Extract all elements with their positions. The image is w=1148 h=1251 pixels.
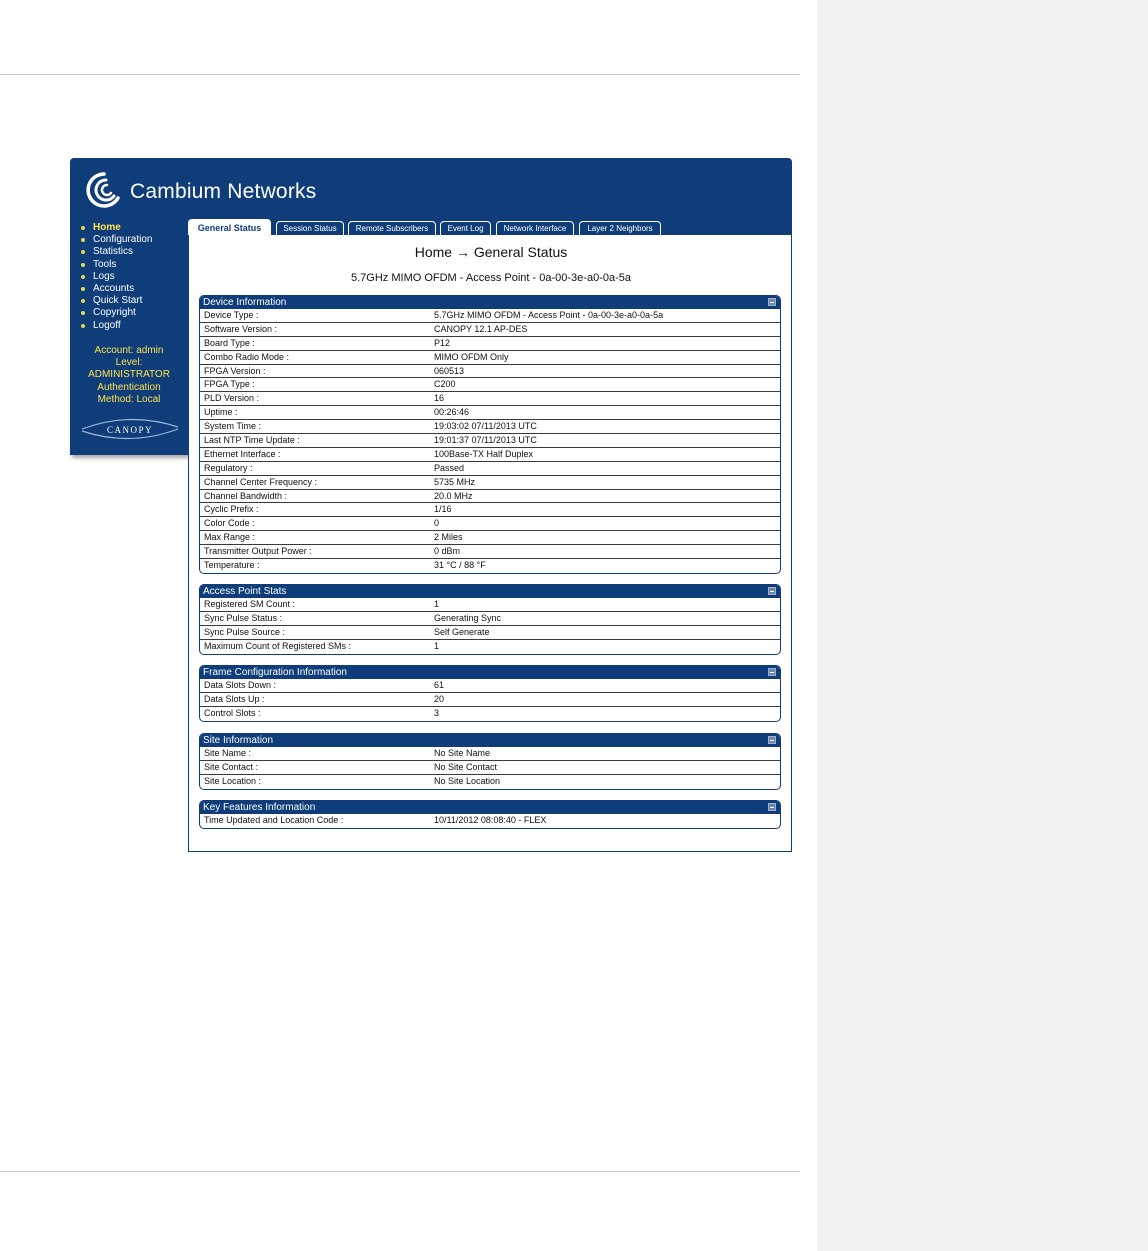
row-label: FPGA Version : — [204, 365, 266, 376]
bullet-icon — [81, 287, 85, 291]
table-row — [200, 598, 780, 612]
row-label: Board Type : — [204, 337, 255, 348]
table-row — [200, 434, 780, 448]
row-value: 1/16 — [434, 504, 452, 515]
collapse-icon[interactable] — [768, 736, 776, 744]
tab-event-log[interactable]: Event Log — [440, 221, 491, 235]
header-rule — [0, 74, 800, 75]
table-row — [200, 747, 780, 761]
table-row — [200, 378, 780, 392]
row-label: Uptime : — [204, 407, 238, 418]
row-value: P12 — [434, 337, 451, 348]
row-value: Passed — [434, 462, 465, 473]
section-device-information — [199, 295, 781, 574]
tab-general-status[interactable]: General Status — [188, 219, 271, 235]
row-value: 20 — [434, 693, 445, 704]
section-title: Frame Configuration Information — [203, 667, 347, 678]
row-value: 31 °C / 88 °F — [434, 560, 486, 571]
footer-rule — [0, 1171, 800, 1172]
row-label: Maximum Count of Registered SMs : — [204, 640, 352, 651]
row-label: System Time : — [204, 421, 262, 432]
tab-session-status[interactable]: Session Status — [276, 221, 344, 235]
row-value: 16 — [434, 393, 445, 404]
section-title: Access Point Stats — [203, 586, 287, 597]
row-value: 100Base-TX Half Duplex — [434, 448, 534, 459]
table-row — [200, 559, 780, 573]
row-value: 1 — [434, 599, 440, 609]
row-label: Control Slots : — [204, 707, 261, 718]
row-label: Max Range : — [204, 532, 256, 543]
section-header — [200, 585, 780, 598]
nav-item-copyright[interactable] — [80, 307, 152, 319]
account-auth-label: Authentication — [97, 381, 161, 393]
nav-item-logs[interactable] — [80, 271, 152, 283]
table-row — [200, 351, 780, 365]
nav-label: Configuration — [93, 234, 153, 246]
nav-item-statistics[interactable] — [80, 246, 152, 258]
account-level-label: Level: — [115, 357, 143, 369]
nav-label: Logoff — [93, 319, 121, 331]
row-label: FPGA Type : — [204, 379, 255, 390]
row-value: 0 — [434, 518, 440, 529]
row-label: Combo Radio Mode : — [204, 351, 290, 362]
row-value: 19:03:02 07/11/2013 UTC — [434, 421, 537, 432]
row-value: 060513 — [434, 365, 465, 376]
collapse-icon[interactable] — [768, 587, 776, 595]
row-label: Site Name : — [204, 748, 252, 758]
table-row — [200, 448, 780, 462]
bullet-icon — [81, 226, 85, 230]
table-row — [200, 775, 780, 789]
row-label: Data Slots Down : — [204, 680, 277, 690]
table-row — [200, 761, 780, 775]
table-row — [200, 612, 780, 626]
row-label: Site Contact : — [204, 761, 259, 772]
row-value: 1 — [434, 640, 440, 651]
table-row — [200, 517, 780, 531]
main-content — [188, 235, 792, 852]
row-value: 3 — [434, 707, 440, 718]
nav-menu — [80, 222, 152, 332]
svg-text:CANOPY: CANOPY — [106, 425, 154, 435]
section-site-information — [199, 733, 781, 790]
table-row — [200, 693, 780, 707]
row-value: 0 dBm — [434, 546, 461, 557]
table-row — [200, 679, 780, 693]
section-title: Key Features Information — [203, 802, 316, 813]
row-label: Temperature : — [204, 560, 260, 571]
row-value: C200 — [434, 379, 456, 390]
bullet-icon — [81, 311, 85, 315]
row-value: 19:01:37 07/11/2013 UTC — [434, 435, 537, 446]
section-title: Device Information — [203, 297, 287, 308]
row-value: CANOPY 12.1 AP-DES — [434, 323, 528, 334]
table-row — [200, 545, 780, 559]
page-subtitle: 5.7GHz MIMO OFDM - Access Point - 0a-00-3e-a0-0a-5a — [351, 272, 631, 284]
account-user: Account: admin — [94, 345, 164, 356]
page-title: Home → General Status — [414, 244, 568, 260]
row-value: No Site Name — [434, 748, 491, 758]
nav-item-accounts[interactable] — [80, 283, 152, 295]
collapse-icon[interactable] — [768, 668, 776, 676]
row-value: No Site Location — [434, 775, 501, 786]
bullet-icon — [81, 250, 85, 254]
account-level: ADMINISTRATOR — [88, 369, 170, 381]
row-value: 5735 MHz — [434, 476, 476, 487]
account-info — [70, 345, 188, 406]
section-header — [200, 296, 780, 309]
bullet-icon — [81, 299, 85, 303]
nav-item-configuration[interactable] — [80, 234, 152, 246]
row-label: Color Code : — [204, 518, 255, 529]
table-row — [200, 814, 780, 828]
document-margin — [817, 0, 1148, 1251]
row-label: Registered SM Count : — [204, 599, 296, 609]
row-value: 20.0 MHz — [434, 490, 473, 501]
nav-label: Accounts — [93, 282, 135, 294]
row-value: MIMO OFDM Only — [434, 351, 509, 362]
nav-label: Home — [93, 222, 121, 233]
row-label: Site Location : — [204, 775, 262, 786]
table-row — [200, 503, 780, 517]
nav-item-home[interactable] — [80, 222, 152, 234]
web-management-ui — [70, 158, 792, 852]
table-row — [200, 531, 780, 545]
sidebar — [70, 222, 188, 455]
brand-name: Cambium Networks — [130, 180, 317, 203]
section-key-features — [199, 800, 781, 829]
section-header — [200, 801, 780, 814]
row-label: Software Version : — [204, 323, 278, 334]
row-value: 5.7GHz MIMO OFDM - Access Point - 0a-00-3e-a0-0a-5a — [434, 310, 664, 320]
nav-item-tools[interactable] — [80, 259, 152, 271]
table-row — [200, 707, 780, 721]
row-value: 10/11/2012 08:08:40 - FLEX — [434, 815, 547, 825]
row-label: Cyclic Prefix : — [204, 504, 259, 515]
row-value: 00:26:46 — [434, 407, 470, 418]
table-row — [200, 462, 780, 476]
nav-label: Logs — [93, 270, 115, 282]
row-label: Device Type : — [204, 310, 259, 320]
tab-remote-subscribers[interactable]: Remote Subscribers — [348, 221, 436, 235]
cambium-logo-icon — [84, 170, 124, 210]
bullet-icon — [81, 263, 85, 267]
bullet-icon — [81, 324, 85, 328]
row-label: Ethernet Interface : — [204, 448, 281, 459]
nav-label: Statistics — [93, 246, 134, 258]
row-label: Regulatory : — [204, 462, 253, 473]
table-row — [200, 640, 780, 654]
section-header — [200, 734, 780, 747]
row-label: Channel Bandwidth : — [204, 490, 288, 501]
nav-item-logoff[interactable] — [80, 320, 152, 332]
row-label: Channel Center Frequency : — [204, 476, 318, 487]
table-row — [200, 406, 780, 420]
nav-label: Tools — [93, 258, 117, 270]
section-frame-configuration — [199, 665, 781, 722]
row-label: PLD Version : — [204, 393, 260, 404]
table-row — [200, 323, 780, 337]
table-row — [200, 337, 780, 351]
tab-network-interface[interactable]: Network Interface — [496, 221, 574, 235]
collapse-icon[interactable] — [768, 298, 776, 306]
nav-label: Quick Start — [93, 295, 143, 307]
canopy-logo-icon — [78, 413, 182, 443]
section-title: Site Information — [203, 735, 274, 746]
row-value: Generating Sync — [434, 612, 502, 623]
nav-item-quick-start[interactable] — [80, 295, 152, 307]
section-access-point-stats — [199, 584, 781, 655]
row-label: Sync Pulse Source : — [204, 626, 286, 637]
table-row — [200, 309, 780, 323]
row-value: 61 — [434, 680, 445, 690]
collapse-icon[interactable] — [768, 803, 776, 811]
row-label: Data Slots Up : — [204, 693, 265, 704]
table-row — [200, 365, 780, 379]
table-row — [200, 420, 780, 434]
row-label: Last NTP Time Update : — [204, 435, 300, 446]
row-value: Self Generate — [434, 626, 490, 637]
nav-label: Copyright — [93, 307, 136, 319]
table-row — [200, 626, 780, 640]
row-value: No Site Contact — [434, 761, 498, 772]
table-row — [200, 392, 780, 406]
row-value: 2 Miles — [434, 532, 463, 543]
bullet-icon — [81, 238, 85, 242]
row-label: Transmitter Output Power : — [204, 546, 312, 557]
row-label: Time Updated and Location Code : — [204, 815, 344, 825]
table-row — [200, 490, 780, 504]
row-label: Sync Pulse Status : — [204, 612, 283, 623]
account-auth-method: Method: Local — [97, 393, 161, 405]
section-header — [200, 666, 780, 679]
table-row — [200, 476, 780, 490]
tab-layer2-neighbors[interactable]: Layer 2 Neighbors — [579, 221, 661, 235]
bullet-icon — [81, 275, 85, 279]
